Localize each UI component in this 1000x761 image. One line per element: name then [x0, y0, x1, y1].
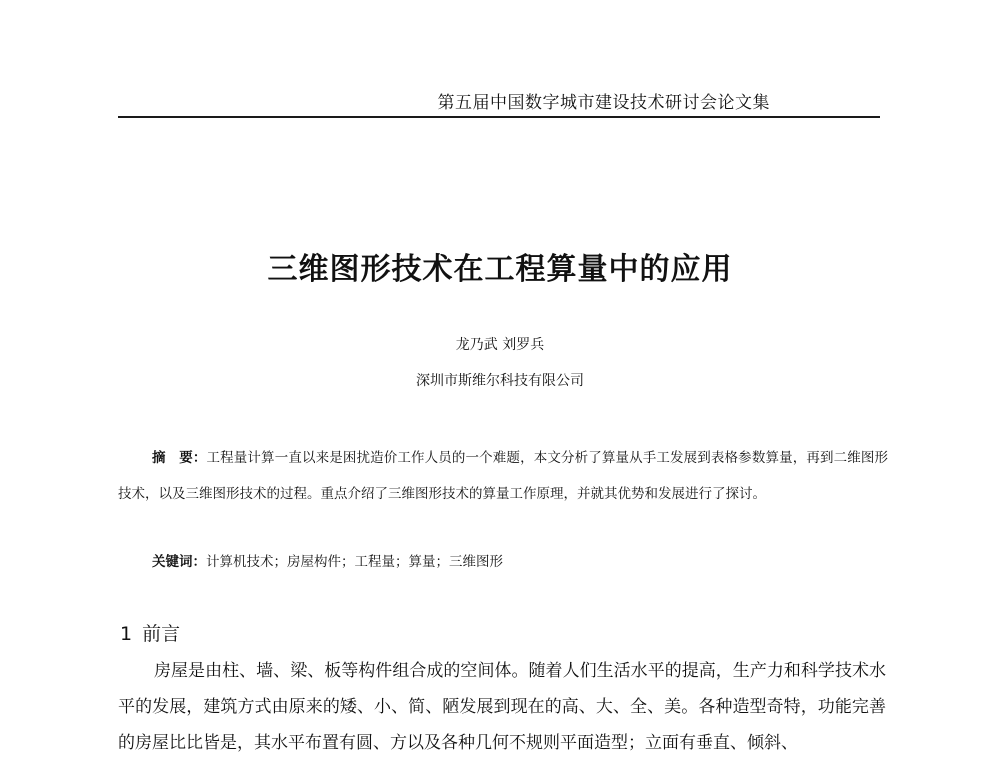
abstract-label: 摘 要：: [152, 450, 207, 466]
keywords: [152, 550, 892, 570]
abstract-paragraph: [118, 440, 888, 512]
abstract-text: 工程量计算一直以来是困扰造价工作人员的一个难题，本文分析了算量从手工发展到表格参数算量，再到二维图形技术，以及三维图形技术的过程。重点介绍了三维图形技术的算量工作原理，并就其优势和发展进行了探讨。: [118, 450, 889, 502]
abstract: [118, 440, 888, 512]
paper-title: 三维图形技术在工程算量中的应用: [267, 252, 733, 287]
section-title: 前言: [142, 623, 181, 645]
header-rule: [118, 116, 880, 118]
section-heading: [120, 619, 180, 646]
section-number: 1: [120, 623, 133, 645]
affiliation: 深圳市斯维尔科技有限公司: [416, 373, 584, 389]
keywords-label: 关键词：: [152, 554, 206, 570]
authors: 龙乃武 刘罗兵: [455, 337, 545, 353]
keywords-text: 计算机技术；房屋构件；工程量；算量；三维图形: [206, 554, 503, 570]
body-paragraph: 房屋是由柱、墙、梁、板等构件组合成的空间体。随着人们生活水平的提高，生产力和科学技术水平的发展，建筑方式由原来的矮、小、简、陋发展到现在的高、大、全、美。各种造型奇特，功能完善的房屋比比皆是，其水平布置有圆、方以及各种几何不规则平面造型；立面有垂直、倾斜、: [118, 661, 886, 753]
running-header: 第五届中国数字城市建设技术研讨会论文集: [437, 93, 770, 113]
section-body: [118, 653, 886, 761]
